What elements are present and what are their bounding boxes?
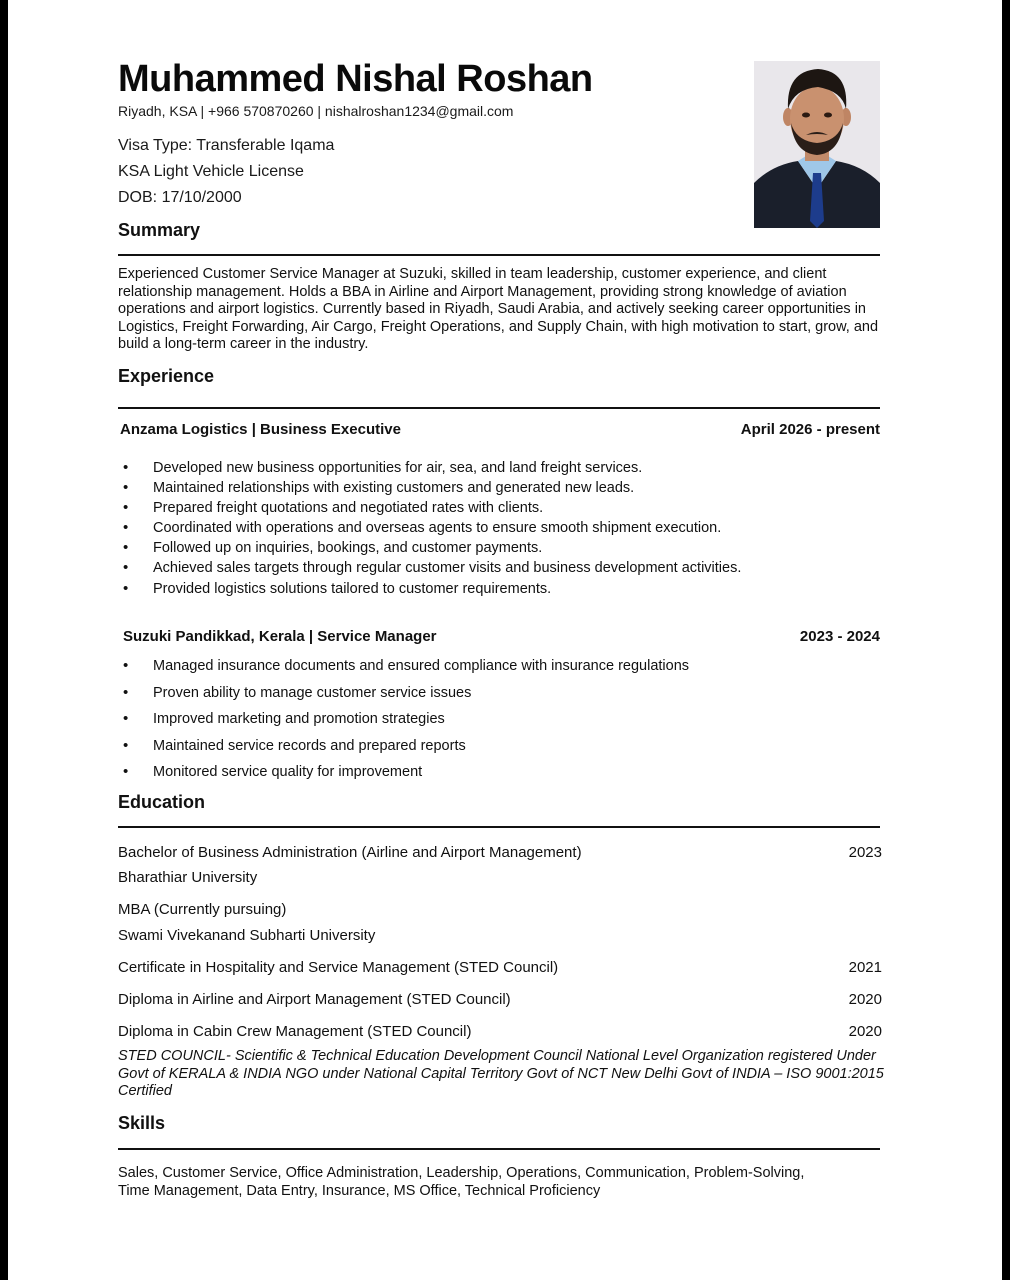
list-item: • Monitored service quality for improvement — [118, 762, 880, 789]
education-title: Bharathiar University — [118, 869, 258, 886]
list-item: • Proven ability to manage customer service issues — [118, 683, 880, 710]
job-header — [118, 421, 880, 438]
job-title: Anzama Logistics | Business Executive — [120, 421, 401, 438]
summary-heading: Summary — [118, 220, 201, 240]
education-title: Diploma in Cabin Crew Management (STED Council) — [118, 1023, 472, 1040]
list-item: • Maintained service records and prepared reports — [118, 736, 880, 763]
profile-photo — [754, 61, 880, 228]
education-item — [118, 844, 882, 861]
job-header — [118, 628, 880, 645]
license: KSA Light Vehicle License — [118, 163, 304, 180]
summary-text: Experienced Customer Service Manager at Suzuki, skilled in team leadership, customer experience, and client relationship management. Holds a BBA in Airline and Airport Management, providing strong knowledge of aviation operations and airport logistics. Currently based in Riyadh, Saudi Arabia, and actively seeking career opportunities in Logistics, Freight Forwarding, Air Cargo, Freight Operations, and Supply Chain, with high motivation to start, grow, and build a long-term career in the industry. — [118, 266, 879, 353]
list-item: • Achieved sales targets through regular customer visits and business development activities. — [118, 558, 880, 578]
contact-line: Riyadh, KSA | +966 570870260 | nishalroshan1234@gmail.com — [118, 103, 514, 119]
education-year: 2023 — [848, 844, 882, 861]
list-item: • Provided logistics solutions tailored to customer requirements. — [118, 579, 880, 599]
education-item — [118, 959, 882, 976]
experience-heading: Experience — [118, 366, 215, 386]
list-item: • Maintained relationships with existing customers and generated new leads. — [118, 478, 880, 498]
job-dates: 2023 - 2024 — [799, 628, 880, 645]
job-bullet-list — [118, 656, 880, 789]
education-title: Diploma in Airline and Airport Management (STED Council) — [118, 991, 511, 1008]
experience-divider — [118, 407, 880, 409]
education-title: MBA (Currently pursuing) — [118, 901, 287, 918]
education-item — [118, 991, 882, 1008]
education-title: Bachelor of Business Administration (Airline and Airport Management) — [118, 844, 582, 861]
list-item: • Improved marketing and promotion strategies — [118, 709, 880, 736]
list-item: • Managed insurance documents and ensured compliance with insurance regulations — [118, 656, 880, 683]
list-item: • Followed up on inquiries, bookings, and customer payments. — [118, 538, 880, 558]
education-item — [118, 927, 882, 944]
education-item — [118, 901, 882, 918]
list-item: • Developed new business opportunities for air, sea, and land freight services. — [118, 458, 880, 478]
candidate-name: Muhammed Nishal Roshan — [118, 58, 593, 100]
visa-type: Visa Type: Transferable Iqama — [118, 137, 335, 154]
education-item — [118, 1023, 882, 1040]
job-title: Suzuki Pandikkad, Kerala | Service Manager — [123, 628, 437, 645]
education-heading: Education — [118, 792, 206, 812]
skills-divider — [118, 1148, 880, 1150]
education-year: 2021 — [848, 959, 882, 976]
resume-page — [8, 0, 1002, 1280]
date-of-birth: DOB: 17/10/2000 — [118, 189, 242, 206]
education-title: Swami Vivekanand Subharti University — [118, 927, 376, 944]
job-dates: April 2026 - present — [740, 421, 880, 438]
education-title: Certificate in Hospitality and Service Management (STED Council) — [118, 959, 559, 976]
job-bullet-list — [118, 458, 880, 599]
skills-heading: Skills — [118, 1113, 166, 1133]
summary-divider — [118, 254, 880, 256]
sted-council-note: STED COUNCIL- Scientific & Technical Education Development Council National Level Organization registered Under Govt of KERALA & INDIA NGO under National Capital Territory Govt of NCT New Delhi Govt of INDIA – ISO 9001:2015 Certified — [118, 1048, 884, 1099]
education-item — [118, 869, 882, 886]
skills-text: Sales, Customer Service, Office Administration, Leadership, Operations, Communication, Problem-Solving, Time Management, Data Entry, Insurance, MS Office, Technical Proficiency — [118, 1165, 805, 1199]
education-year: 2020 — [848, 1023, 882, 1040]
education-divider — [118, 826, 880, 828]
education-year: 2020 — [848, 991, 882, 1008]
list-item: • Prepared freight quotations and negotiated rates with clients. — [118, 498, 880, 518]
list-item: • Coordinated with operations and overseas agents to ensure smooth shipment execution. — [118, 518, 880, 538]
